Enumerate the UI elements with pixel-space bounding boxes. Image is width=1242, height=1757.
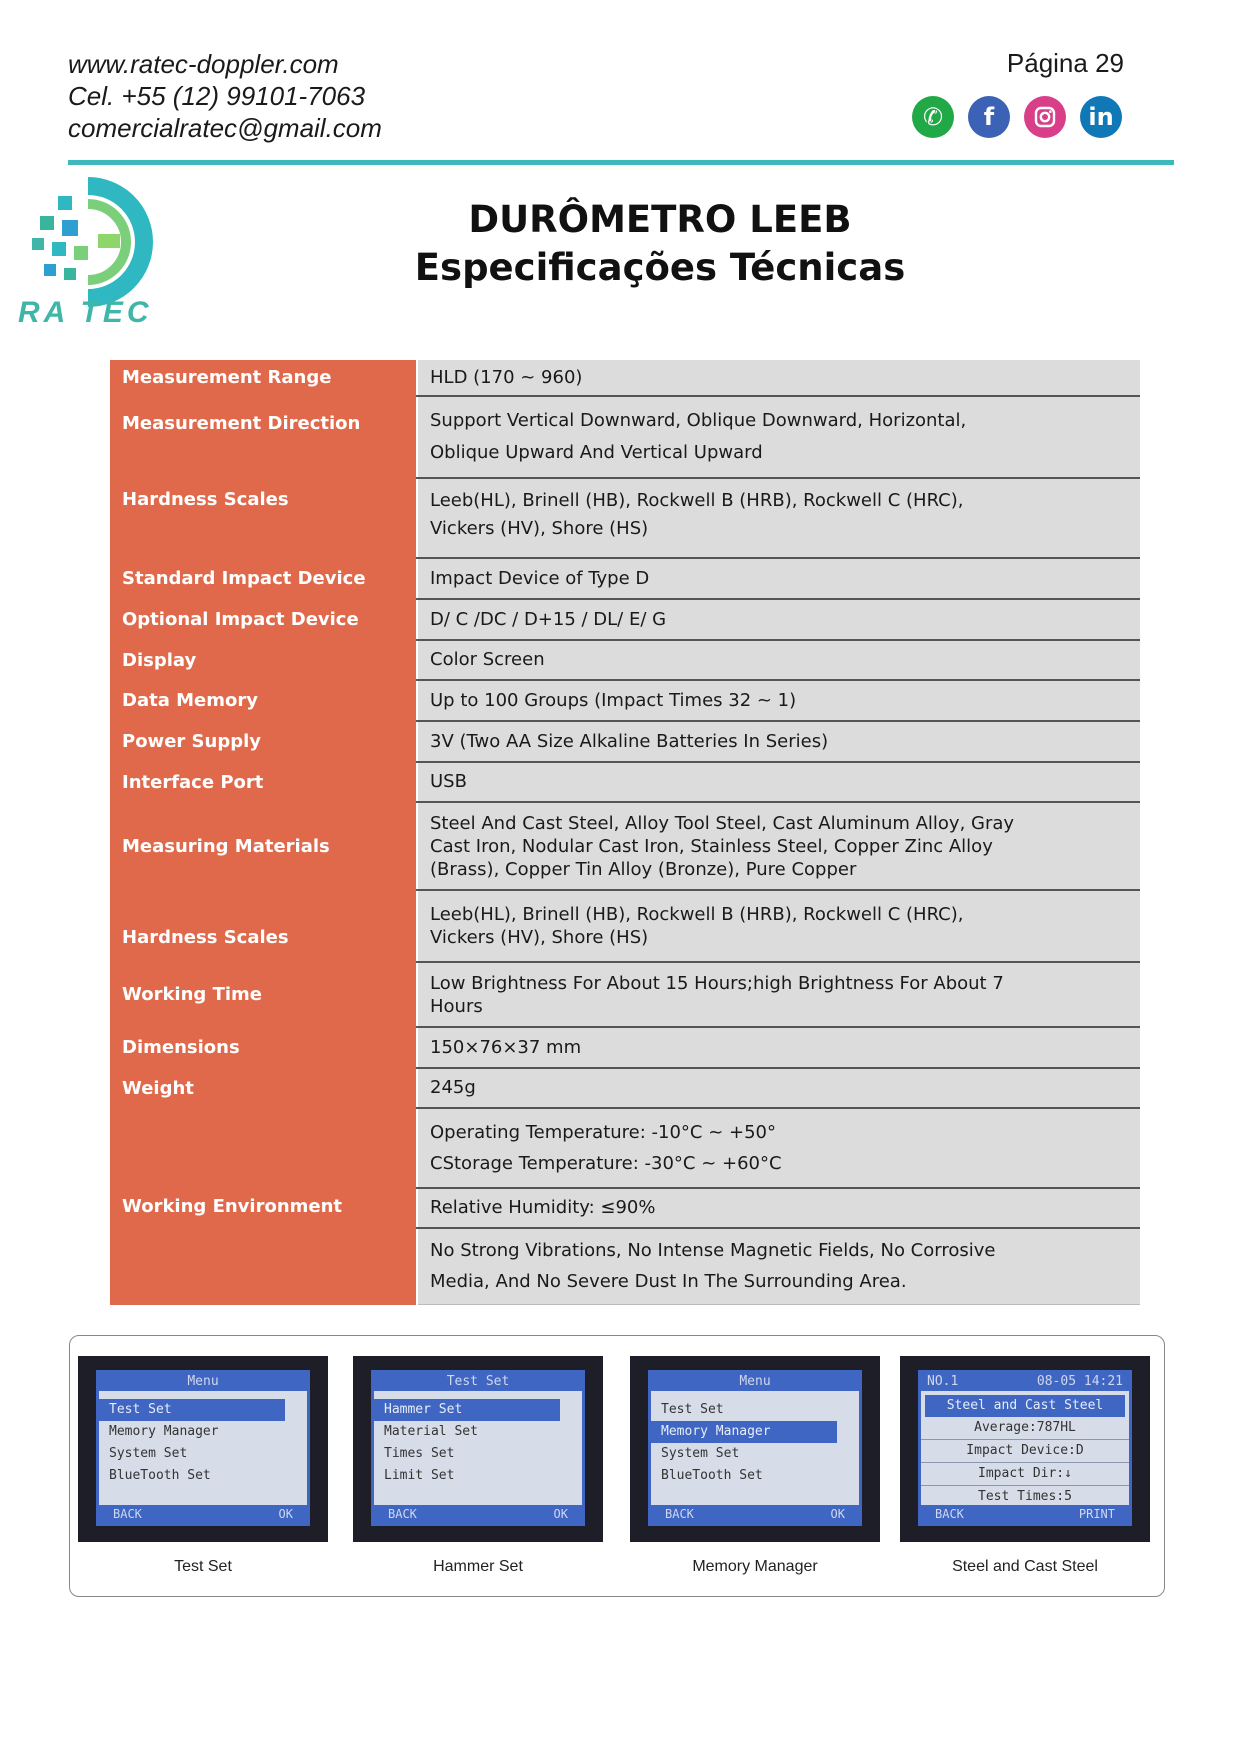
menu-item: Limit Set (384, 1468, 455, 1483)
spec-value: No Strong Vibrations, No Intense Magnetic Fields, No Corrosive Media, And No Severe Dust In The Surrounding Area. (417, 1228, 1140, 1304)
spec-row (110, 1027, 1140, 1068)
back-softkey: BACK (388, 1507, 417, 1521)
spec-row (110, 360, 1140, 396)
email-link[interactable]: comercialratec@gmail.com (68, 113, 382, 143)
spec-key: Power Supply (110, 721, 417, 762)
spec-row (110, 762, 1140, 802)
spec-key: Standard Impact Device (110, 558, 417, 599)
spec-value: Up to 100 Groups (Impact Times 32 ~ 1) (417, 680, 1140, 721)
header-divider (68, 160, 1174, 165)
spec-value: Leeb(HL), Brinell (HB), Rockwell B (HRB), Rockwell C (HRC), Vickers (HV), Shore (HS) (417, 478, 1140, 558)
spec-value: 3V (Two AA Size Alkaline Batteries In Series) (417, 721, 1140, 762)
spec-value: HLD (170 ~ 960) (417, 360, 1140, 396)
reading-line: Test Times:5 (921, 1486, 1129, 1509)
spec-row (110, 478, 1140, 558)
spec-value: Color Screen (417, 640, 1140, 680)
instagram-icon[interactable] (1024, 96, 1066, 138)
spec-key: Hardness Scales (110, 890, 417, 962)
screen-caption: Test Set (174, 1558, 232, 1575)
back-softkey: BACK (665, 1507, 694, 1521)
print-softkey: PRINT (1078, 1507, 1115, 1521)
spec-value: Low Brightness For About 15 Hours;high Brightness For About 7 Hours (417, 962, 1140, 1027)
spec-value: 150×76×37 mm (417, 1027, 1140, 1068)
back-softkey: BACK (113, 1507, 142, 1521)
spec-key: Display (110, 640, 417, 680)
softkey-bar (99, 1505, 307, 1523)
spec-row (110, 890, 1140, 962)
spec-key: Data Memory (110, 680, 417, 721)
reading-line: Average:787HL (921, 1417, 1129, 1440)
menu-item: Test Set (99, 1399, 285, 1421)
menu-item: Material Set (384, 1424, 478, 1439)
device-screen (96, 1370, 310, 1526)
menu-item: BlueTooth Set (661, 1468, 763, 1483)
menu-item: System Set (661, 1446, 740, 1461)
spec-row (110, 396, 1140, 478)
ok-softkey: OK (553, 1507, 568, 1521)
screen-photo (78, 1356, 328, 1542)
menu-item: Memory Manager (651, 1421, 837, 1443)
screen-caption: Memory Manager (692, 1558, 818, 1575)
spec-row (110, 802, 1140, 890)
spec-row (110, 1068, 1140, 1108)
spec-row (110, 599, 1140, 640)
spec-key: Optional Impact Device (110, 599, 417, 640)
reading-line: Impact Dir:↓ (921, 1463, 1129, 1486)
phone-text: Cel. +55 (12) 99101-7063 (68, 81, 366, 111)
spec-key: Measurement Direction (110, 396, 417, 478)
spec-value: Support Vertical Downward, Oblique Downward, Horizontal, Oblique Upward And Vertical Upward (417, 396, 1140, 478)
screen-photo (630, 1356, 880, 1542)
device-screens-panel (69, 1335, 1165, 1597)
spec-key: Dimensions (110, 1027, 417, 1068)
device-screen (648, 1370, 862, 1526)
menu-item: Times Set (384, 1446, 455, 1461)
page-number: Página 29 (1006, 48, 1124, 78)
menu-item: BlueTooth Set (109, 1468, 211, 1483)
spec-row (110, 962, 1140, 1027)
spec-value: Relative Humidity: ≤90% (417, 1188, 1140, 1228)
spec-key: Weight (110, 1068, 417, 1108)
whatsapp-icon[interactable]: ✆ (912, 96, 954, 138)
website-link[interactable]: www.ratec-doppler.com (68, 49, 339, 79)
ok-softkey: OK (830, 1507, 845, 1521)
spec-row (110, 680, 1140, 721)
softkey-bar (374, 1505, 582, 1523)
spec-key: Interface Port (110, 762, 417, 802)
title-line-1: DURÔMETRO LEEB (468, 198, 852, 241)
spec-row (110, 721, 1140, 762)
spec-value: 245g (417, 1068, 1140, 1108)
screen-caption: Steel and Cast Steel (952, 1558, 1098, 1575)
spec-key: Working Environment (110, 1108, 417, 1304)
spec-value: Operating Temperature: -10°C ~ +50° CStorage Temperature: -30°C ~ +60°C (417, 1108, 1140, 1188)
specifications-table (110, 360, 1140, 1305)
spec-value: Impact Device of Type D (417, 558, 1140, 599)
material-label: Steel and Cast Steel (925, 1395, 1125, 1417)
menu-item: Memory Manager (109, 1424, 219, 1439)
spec-key: Working Time (110, 962, 417, 1027)
screen-photo (900, 1356, 1150, 1542)
contact-block (68, 48, 382, 144)
screen-caption: Hammer Set (433, 1558, 523, 1575)
screen-title: Test Set (374, 1373, 582, 1391)
softkey-bar (651, 1505, 859, 1523)
spec-key: Measurement Range (110, 360, 417, 396)
menu-item: Test Set (661, 1402, 724, 1417)
menu-item: System Set (109, 1446, 188, 1461)
spec-row (110, 640, 1140, 680)
facebook-icon[interactable]: f (968, 96, 1010, 138)
document-title (360, 196, 960, 292)
screen-photo (353, 1356, 603, 1542)
social-links (912, 96, 1122, 138)
screen-title: NO.1 08-05 14:21 (921, 1373, 1129, 1391)
reading-line: Impact Device:D (921, 1440, 1129, 1463)
spec-value: USB (417, 762, 1140, 802)
device-screen (371, 1370, 585, 1526)
spec-row (110, 1108, 1140, 1188)
ok-softkey: OK (278, 1507, 293, 1521)
menu-item: Hammer Set (374, 1399, 560, 1421)
spec-row (110, 558, 1140, 599)
screen-title: Menu (99, 1373, 307, 1391)
softkey-bar (921, 1505, 1129, 1523)
spec-key: Hardness Scales (110, 478, 417, 558)
logo-text: RA TEC (18, 296, 153, 329)
screen-title: Menu (651, 1373, 859, 1391)
spec-value: Leeb(HL), Brinell (HB), Rockwell B (HRB), Rockwell C (HRC), Vickers (HV), Shore (HS) (417, 890, 1140, 962)
title-line-2: Especificações Técnicas (414, 246, 906, 289)
linkedin-icon[interactable]: in (1080, 96, 1122, 138)
spec-key: Measuring Materials (110, 802, 417, 890)
device-screen (918, 1370, 1132, 1526)
spec-value: Steel And Cast Steel, Alloy Tool Steel, Cast Aluminum Alloy, Gray Cast Iron, Nodular Cast Iron, Stainless Steel, Copper Zinc Alloy (Brass), Copper Tin Alloy (Bronze), Pure Copper (417, 802, 1140, 890)
back-softkey: BACK (935, 1507, 964, 1521)
spec-value: D/ C /DC / D+15 / DL/ E/ G (417, 599, 1140, 640)
